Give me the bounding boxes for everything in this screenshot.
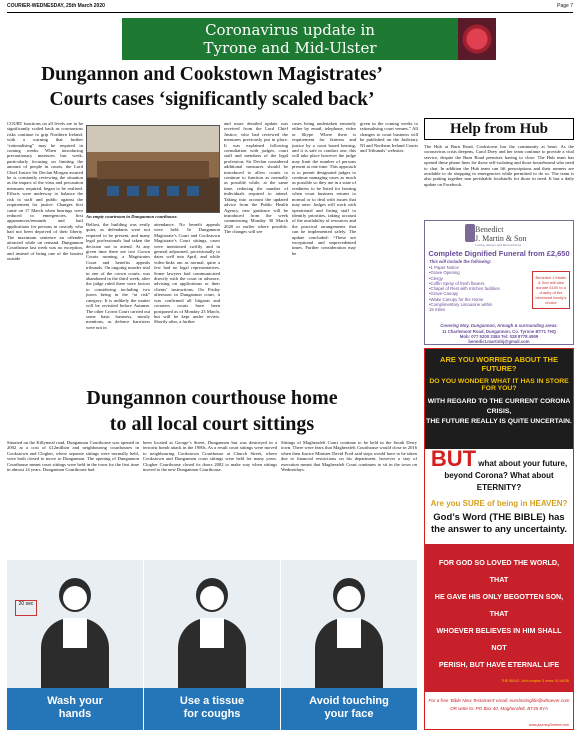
- poster-label-line1: Use a tissue: [179, 695, 245, 707]
- faith-top-panel: [425, 349, 573, 449]
- masthead-left: COURIER-WEDNESDAY, 25th March 2020: [7, 3, 105, 9]
- list-item: •1 Paper Notice: [429, 265, 459, 270]
- faith-free-post: OR write to: PO Box 40, Magherafelt, BT45 8YA: [450, 706, 548, 711]
- faith-q1: ARE YOU WORRIED ABOUT THE FUTURE?: [440, 355, 558, 373]
- list-item: •Grave Canopy: [429, 291, 459, 297]
- story1-col2: Belfast, the building was eerily quiet, as defendants were not required to be present, and many legal professionals had taken the decision not to attend. At any given time there are two Crown Courts running, a Magistrates Court and benefits appeals tribunals. On ongoing murder trial in one of the crown courts, was abandoned in the third week, after the judge ruled there were factors to considering including two jurors being in the “at risk” category. It is unlikely the matter will be revisited before Autumn. The other Crown Court carried out some basic business, mostly mentions, as defence barristers were not in: [86, 222, 150, 330]
- funeral-title: Complete Dignified Funeral from £2,650: [428, 249, 570, 258]
- story1-headline-line2: Courts cases ‘significantly scaled back’: [49, 89, 375, 110]
- funeral-phones: Mob: 077 5200 3384 Tel: 028 8778 4909: [459, 334, 539, 340]
- story2-col1: Situated on the Killymeal road, Dungannon Courthouse was opened in 2002 at a cost of £12million and neighbouring courthouses in Cookstown and Clogher, where separate sittings were normally held, were both closed to move to Dungannon. The opening of Dungannon Courthouse meant court sittings were held in the town for the first time in almost 14 years. Dungannon Courthouse had: [7, 440, 139, 473]
- story2-headline-line2: to all local court sittings: [109, 413, 315, 435]
- funeral-includes: This will include the following:: [429, 259, 492, 264]
- person-figure-icon: [41, 578, 109, 678]
- verse-line: WHOEVER BELIEVES IN HIM SHALL NOT: [436, 626, 562, 652]
- person-figure-icon: [315, 578, 383, 678]
- list-item: •Wake Canopy for the Home: [429, 296, 484, 302]
- funeral-emblem-icon: [465, 224, 475, 242]
- masthead: [7, 3, 573, 13]
- hub-body: The Hub at Burn Road, Cookstown has the community at heart. As the coronavirus crisis deepens, Carol Doey and her team continue to provide a vital service, despite the Burn Road premises having to close. The Hub team has opened these phone lines for those self-isolating and those housebound who need to chat. In addition the Hub team can lift prescriptions and their runners are available to do shopping in emergencies while permitted to do so. The team is also putting together non perishable foodstuffs for those in need. It has a daily update on Facebook.: [424, 144, 574, 187]
- funeral-email: benedict.martinbj@gmail.com: [468, 339, 530, 345]
- funeral-logo: [475, 225, 571, 247]
- verse-line: PERISH, BUT HAVE ETERNAL LIFE: [438, 660, 560, 669]
- verse-line: HE GAVE HIS ONLY BEGOTTEN SON, THAT: [434, 592, 564, 618]
- list-item: •Chapel of Rest with Kitchen facilities: [429, 286, 500, 292]
- coronavirus-icon: [458, 18, 496, 60]
- funeral-charity-note: Benedict J Martin & Son will also donate £100 to a charity of the bereaved family’s choice: [532, 271, 570, 309]
- story1-col5: cases being undertaken remotely either by email, telephone, video or Skype. Where there is requirement for fairness and justice by a court based hearing, and it is safe to conduct one, this will take place however the judge may limit the number of persons present at one time. This approach is to permit designated judges to continue managing cases as much as possible so they are in a state of readiness to be listed for hearing when court business returns to normal or to deal with issues that may arise. Judges will work with operational and listing staff to identify priorities, taking account of the availability of resources and the practical arrangements that can be implemented safely. The update concluded: “These are exceptional and unprecedented times. Further consideration may be: [292, 121, 356, 256]
- page-number: Page 7: [557, 3, 573, 9]
- story1-col3: attendance. No benefit appeals were held. In Dungannon Magistrate’s Court and Cookstown Magistrate’s Court sittings, cases were mentioned swiftly and in general adjourned, provisionally to dates well into April, and while video-links ran as normal, quite a few had no legal representatives. Some lawyers had communicated directly with the court in advance, advising on applications or their clients’ instructions. On Friday afternoon in Dungannon court, it was confirmed all litigants and coroners courts have been postponed as of Monday 23 March, but will be kept under review. Shortly after, a further: [154, 222, 220, 325]
- faith-heaven: Are you SURE of being in HEAVEN?: [430, 499, 568, 508]
- list-item: •Grave Opening: [429, 270, 460, 276]
- faith-q3b: THE FUTURE REALLY IS QUITE UNCERTAIN.: [426, 418, 572, 425]
- story1-col6: given in the coming weeks to rationalising court venues.” All changes to court business will be published on the Judiciary NI and Northern Ireland Courts and Tribunals’ websites.: [360, 121, 418, 154]
- poster-tissue: [144, 560, 280, 730]
- poster-wash-hands: [7, 560, 143, 730]
- story2-col3: Sittings of Magherafelt Court continue to be held in the South Derry town. There were fears that Magherafelt Courthouse would close in 2016 when then Justice Minister David Ford said steps would have to be taken due to financial restrictions on his department, however a stay of execution meant that Magherafelt Court continues to sit in the town on Wednesdays.: [281, 440, 417, 473]
- story1-headline-line1: Dungannon and Cookstown Magistrates’: [41, 64, 383, 85]
- person-figure-icon: [178, 578, 246, 678]
- story1-col1: COURT functions on all levels are to be significantly scaled back as coronavirus risks continue to grip Northern Ireland, with a warning that further “rationalising” may be required in coming weeks. When introducing precautionary measures last week, particularly focusing on limiting the amount of people in courts, the Lord Chief Justice Sir Declan Morgan assured he is constantly reviewing the situation as the impact of the virus and precaution measures required, began to be realised. Efforts were underway to balance the risk to staff and public against the requirement for justice. Changes first came on 17 March when hearings were reduced to emergencies, first appearances/remands and bail applications for persons in custody who had not been deprived of their liberty. The maximum sentence an offender attracted while on remand. Dungannon Courthouse last week was no exception, and instead of being one of the busiest outside: [7, 121, 83, 262]
- hygiene-posters: [7, 560, 417, 730]
- poster-label: [281, 688, 417, 730]
- faith-but-rest: what about your future,: [478, 459, 568, 468]
- logo-sub: Caring Always and Remembered: [475, 243, 521, 247]
- photo-caption: An empty courtroom in Dungannon courthouse.: [86, 214, 178, 219]
- faith-advert: [424, 348, 574, 730]
- faith-verse-panel: [425, 544, 573, 692]
- story1-col4: and more detailed update was received from the Lord Chief Justice, who had reviewed the measures previously put in place. It was explained following consultation with judges, court staff and members of the legal profession, Sir Declan considered additional measures should be introduced to allow courts to continue to function as normally as possible while, at the same time, reducing the number of individuals required to attend. Taking into account the updated advice from the Public Health Agency, new guidance will be introduced from the week commencing Monday 30 March 2020 or earlier where possible. The changes will see: [224, 121, 288, 235]
- faith-but-word: BUT: [430, 446, 477, 471]
- faith-but: [425, 446, 573, 494]
- banner-line1: Coronavirus update in: [205, 21, 375, 39]
- poster-label-line1: Wash your: [47, 695, 103, 707]
- poster-label: [7, 688, 143, 730]
- story2-col2: been located at George’s Street, Dungannon but was destroyed in a terrorist bomb attack in the 1980s. As a result court sittings were moved to neighbouring Cookstown Courthouse at Church Street, where Cookstown and Dungannon court sittings were held for many years. Clogher Courthouse closed its doors 2002 to make way when sittings moved to the new Dungannon Courthouse.: [143, 440, 277, 473]
- verse-line: FOR GOD SO LOVED THE WORLD, THAT: [438, 558, 560, 584]
- banner-line2: Tyrone and Mid-Ulster: [203, 39, 377, 57]
- poster-label: [144, 688, 280, 730]
- hub-headline: Help from Hub: [424, 118, 574, 140]
- funeral-coverage: Covering Moy, Dungannon, Armagh & surrounding areas.: [440, 323, 558, 328]
- logo-line1: Benedict: [475, 225, 504, 234]
- story2-headline: [7, 385, 417, 437]
- faith-but-line2: beyond Corona? What about ETERNITY?: [444, 471, 554, 492]
- funeral-address: 11 Charlemont Road, Dungannon, Co. Tyrone BT71 7HQ: [441, 329, 557, 334]
- list-item: •Complimentary Limousine within: [429, 302, 493, 308]
- faith-free-offer: [425, 697, 573, 713]
- faith-free-email: For a free ‘Bible New Testament’ email: everlastinglife@whoever.com: [428, 698, 570, 703]
- faith-q3a: WITH REGARD TO THE CURRENT CORONA CRISIS,: [427, 398, 571, 415]
- verse-reference: THE BIBLE: John chapter 3 verse 16 NASB: [501, 679, 569, 683]
- story2-headline-line1: Dungannon courthouse home: [86, 387, 338, 409]
- poster-label-line2: hands: [58, 708, 92, 720]
- poster-label-line2: your face: [324, 708, 374, 720]
- list-item: •Clergy: [429, 275, 443, 281]
- poster-label-line1: Avoid touching: [309, 695, 389, 707]
- list-item: 15 miles: [429, 307, 446, 313]
- funeral-advert: [424, 220, 574, 345]
- courtroom-photo: [86, 125, 220, 213]
- faith-q2: DO YOU WONDER WHAT IT HAS IN STORE FOR YOU?: [429, 378, 569, 392]
- faith-gods1: God’s Word (THE BIBLE) has: [433, 512, 565, 523]
- funeral-contact: [425, 329, 573, 345]
- faith-gods-word: [425, 512, 573, 536]
- list-item: •Coffin Spray of fresh flowers: [429, 280, 485, 286]
- poster-face: [281, 560, 417, 730]
- faith-q3: [425, 397, 573, 427]
- poster-label-line2: for coughs: [183, 708, 241, 720]
- faith-gods2: the answer to any uncertainty.: [430, 524, 568, 535]
- faith-website: www.journey2where.com: [529, 723, 569, 727]
- story1-headline: [7, 62, 417, 112]
- funeral-items: [429, 265, 500, 313]
- section-banner: [122, 18, 458, 60]
- timer-sign: 20 sec: [15, 600, 37, 616]
- logo-line2: J. Martin & Son: [475, 234, 527, 243]
